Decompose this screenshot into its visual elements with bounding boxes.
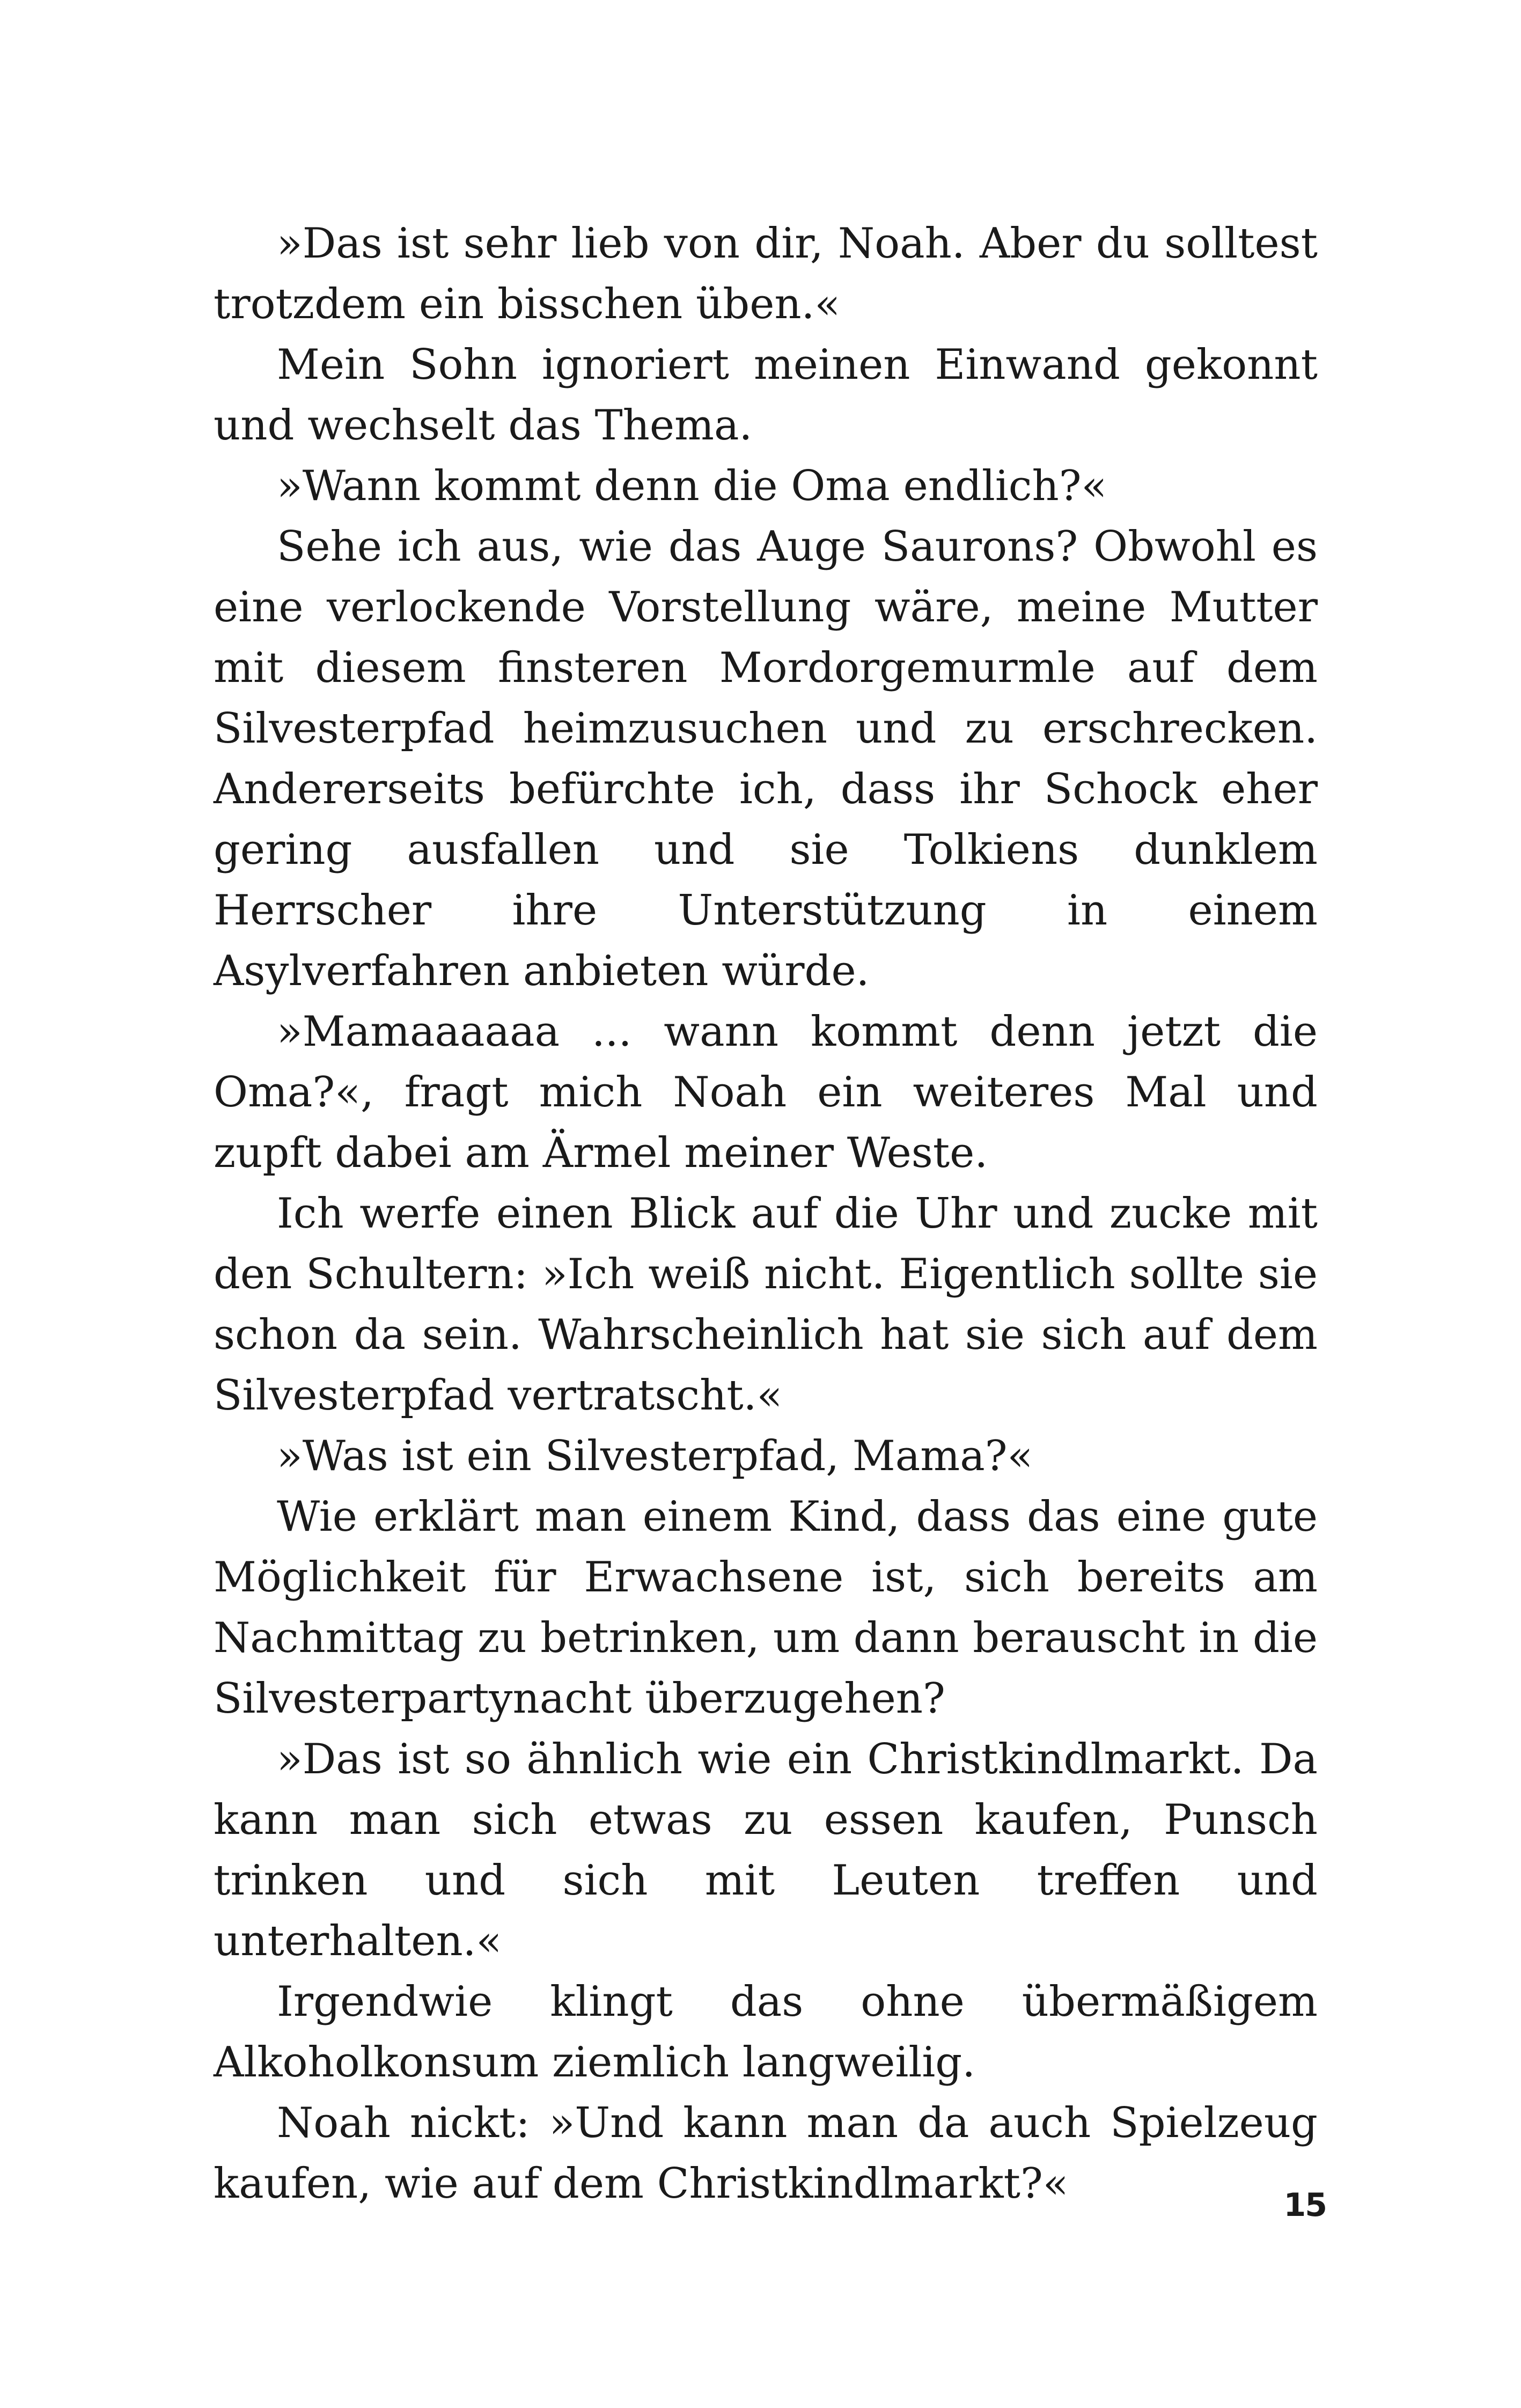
paragraph-8: Wie erklärt man einem Kind, dass das eine gute Möglichkeit für Erwachsene ist, sich bereits am Nachmittag zu betrinken, um dann berauscht in die Silvesterpartynacht überzugehen?	[214, 1493, 1318, 1723]
paragraph-2: Mein Sohn ignoriert meinen Einwand gekonnt und wechselt das Thema.	[214, 341, 1318, 450]
paragraph-9: »Das ist so ähnlich wie ein Christkindlmarkt. Da kann man sich etwas zu essen kaufen, Punsch trinken und sich mit Leuten treffen und unterhalten.«	[214, 1735, 1318, 1965]
paragraph-5: »Mamaaaaaa ... wann kommt denn jetzt die Oma?«, fragt mich Noah ein weiteres Mal und zupft dabei am Ärmel meiner Weste.	[214, 1008, 1318, 1177]
paragraph-3: »Wann kommt denn die Oma endlich?«	[277, 462, 1107, 510]
paragraph-10: Irgendwie klingt das ohne übermäßigem Alkoholkonsum ziemlich langweilig.	[214, 1978, 1318, 2087]
paragraph-11: Noah nickt: »Und kann man da auch Spielzeug kaufen, wie auf dem Christkindlmarkt?«	[214, 2099, 1318, 2208]
paragraph-6: Ich werfe einen Blick auf die Uhr und zucke mit den Schultern: »Ich weiß nicht. Eigentlich sollte sie schon da sein. Wahrscheinlich hat sie sich auf dem Silvesterpfad vertratscht.«	[214, 1190, 1318, 1420]
page-number: 15	[1283, 2186, 1326, 2224]
body-text	[214, 214, 1318, 2214]
paragraph-7: »Was ist ein Silvesterpfad, Mama?«	[277, 1432, 1033, 1480]
paragraph-1: »Das ist sehr lieb von dir, Noah. Aber du solltest trotzdem ein bisschen üben.«	[214, 219, 1318, 328]
paragraph-4: Sehe ich aus, wie das Auge Saurons? Obwohl es eine verlockende Vorstellung wäre, meine Mutter mit diesem finsteren Mordorgemurmle auf dem Silvesterpfad heimzusuchen und zu erschrecken. Andererseits befürchte ich, dass ihr Schock eher gering ausfallen und sie Tolkiens dunklem Herrscher ihre Unterstützung in einem Asylverfahren anbieten würde.	[214, 523, 1318, 995]
